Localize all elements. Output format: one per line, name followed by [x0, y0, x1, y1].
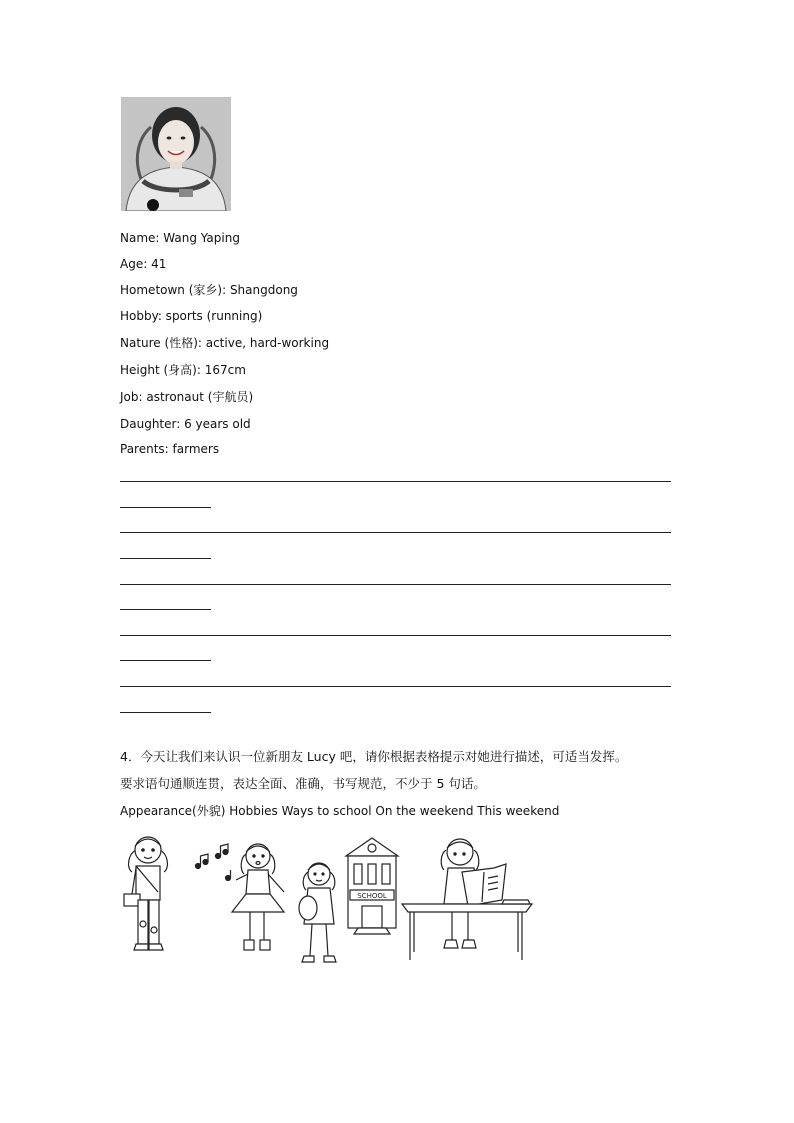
music-notes-icon — [196, 844, 231, 881]
profile-parents: Parents: farmers — [120, 442, 220, 456]
profile-daughter: Daughter: 6 years old — [120, 417, 251, 431]
girl-appearance-icon — [124, 837, 167, 950]
profile-hometown: Hometown (家乡): Shangdong — [120, 283, 298, 297]
girl-reading-at-desk-icon — [402, 839, 532, 960]
writing-line-short — [120, 558, 211, 559]
school-sign-text: SCHOOL — [357, 892, 387, 900]
question-4-categories: Appearance(外貌) Hobbies Ways to school On the weekend This weekend — [120, 804, 560, 818]
writing-line — [120, 584, 671, 585]
writing-line-short — [120, 660, 211, 661]
profile-age: Age: 41 — [120, 257, 167, 271]
profile-height: Height (身高): 167cm — [120, 363, 246, 377]
writing-line-short — [120, 609, 211, 610]
astronaut-portrait-icon — [121, 97, 231, 211]
astronaut-photo — [121, 97, 231, 211]
writing-line — [120, 635, 671, 636]
writing-line — [120, 481, 671, 482]
lucy-illustrations — [118, 828, 538, 970]
profile-job: Job: astronaut (宇航员) — [120, 390, 254, 404]
writing-line — [120, 686, 671, 687]
school-building-icon — [346, 838, 398, 934]
girl-singing-icon — [232, 844, 284, 950]
profile-name: Name: Wang Yaping — [120, 231, 240, 245]
profile-hobby: Hobby: sports (running) — [120, 309, 263, 323]
question-4-requirement: 要求语句通顺连贯，表达全面、准确，书写规范，不少于 5 句话。 — [120, 776, 486, 791]
writing-line-short — [120, 507, 211, 508]
writing-line — [120, 532, 671, 533]
profile-nature: Nature (性格): active, hard-working — [120, 336, 330, 350]
girl-going-to-school-icon — [299, 863, 336, 962]
writing-line-short — [120, 712, 211, 713]
question-4-prompt: 4．今天让我们来认识一位新朋友 Lucy 吧，请你根据表格提示对她进行描述，可适当发挥。 — [120, 749, 628, 764]
